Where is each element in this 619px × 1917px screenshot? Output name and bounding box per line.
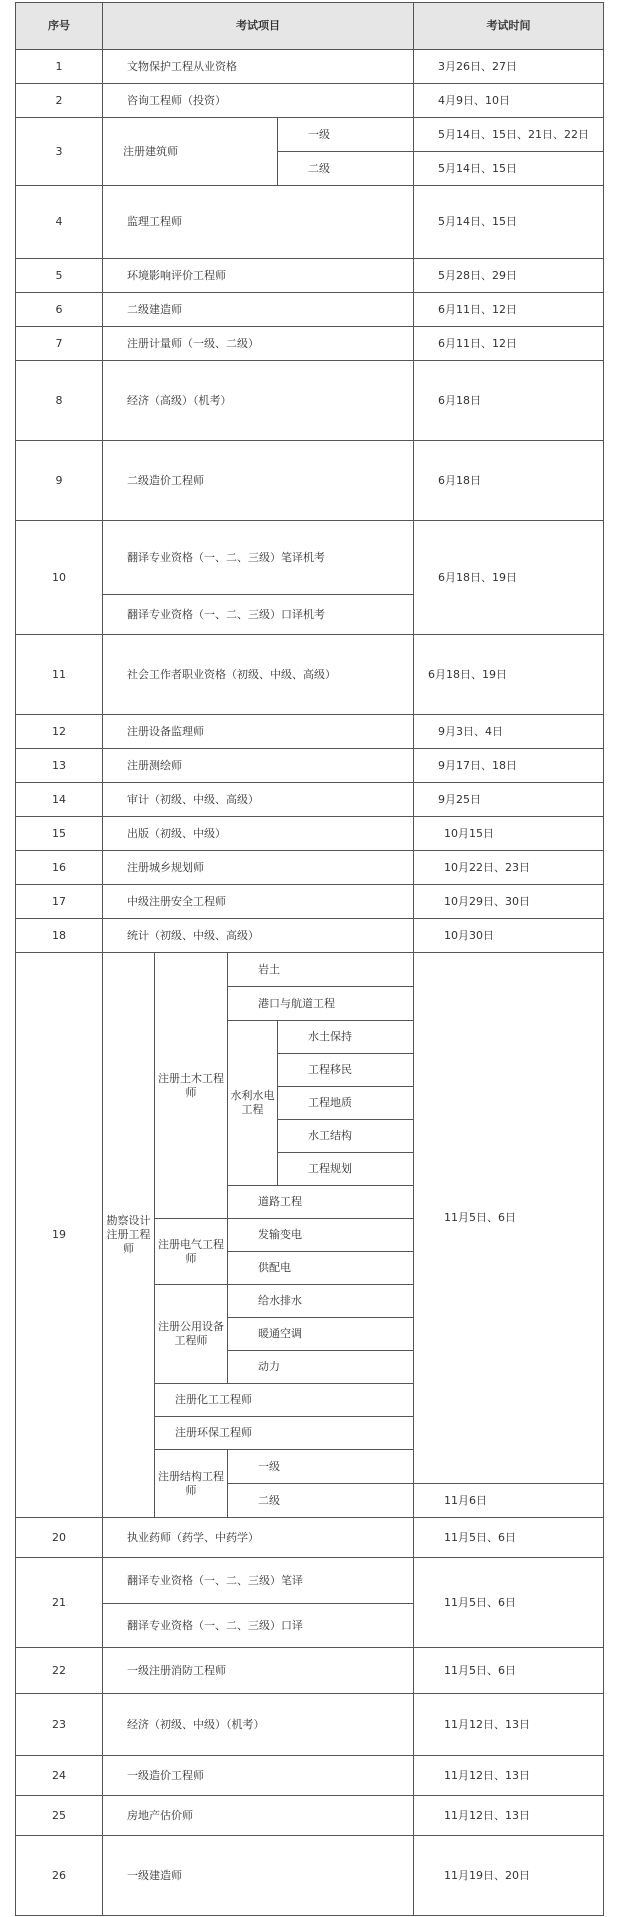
table-row: 17 中级注册安全工程师 10月29日、30日 <box>16 885 604 919</box>
table-row: 3 注册建筑师 一级 5月14日、15日、21日、22日 <box>16 118 604 152</box>
table-row: 26 一级建造师 11月19日、20日 <box>16 1836 604 1916</box>
table-row: 15 出版（初级、中级） 10月15日 <box>16 817 604 851</box>
table-row: 4 监理工程师 5月14日、15日 <box>16 186 604 259</box>
table-row: 翻译专业资格（一、二、三级）口译 <box>16 1604 604 1648</box>
table-row: 16 注册城乡规划师 10月22日、23日 <box>16 851 604 885</box>
table-row: 工程规划 <box>16 1153 604 1186</box>
header-time: 考试时间 <box>414 3 604 50</box>
table-row: 道路工程 <box>16 1186 604 1219</box>
table-row: 港口与航道工程 <box>16 987 604 1021</box>
table-row: 18 统计（初级、中级、高级） 10月30日 <box>16 919 604 953</box>
table-row: 19 勘察设计注册工程师 注册土木工程师 岩土 11月5日、6日 <box>16 953 604 987</box>
table-row: 25 房地产估价师 11月12日、13日 <box>16 1796 604 1836</box>
header-row <box>16 3 604 50</box>
table-row: 注册结构工程师 一级 <box>16 1450 604 1484</box>
table-row: 二级 5月14日、15日 <box>16 152 604 186</box>
table-row: 注册公用设备工程师 给水排水 <box>16 1285 604 1318</box>
table-row: 11 社会工作者职业资格（初级、中级、高级） 6月18日、19日 <box>16 635 604 715</box>
table-row: 暖通空调 <box>16 1318 604 1351</box>
table-row: 12 注册设备监理师 9月3日、4日 <box>16 715 604 749</box>
table-row: 21 翻译专业资格（一、二、三级）笔译 11月5日、6日 <box>16 1558 604 1604</box>
table-row: 23 经济（初级、中级）（机考） 11月12日、13日 <box>16 1694 604 1756</box>
table-row: 注册环保工程师 <box>16 1417 604 1450</box>
exam-schedule-table <box>15 2 604 1916</box>
table-row: 二级 11月6日 <box>16 1484 604 1518</box>
header-no: 序号 <box>16 3 103 50</box>
table-row: 1 文物保护工程从业资格 3月26日、27日 <box>16 50 604 84</box>
table-row: 7 注册计量师（一级、二级） 6月11日、12日 <box>16 327 604 361</box>
table-row: 动力 <box>16 1351 604 1384</box>
header-item: 考试项目 <box>103 3 414 50</box>
table-row: 翻译专业资格（一、二、三级）口译机考 <box>16 595 604 635</box>
table-row: 24 一级造价工程师 11月12日、13日 <box>16 1756 604 1796</box>
table-row: 2 咨询工程师（投资） 4月9日、10日 <box>16 84 604 118</box>
table-row: 注册化工工程师 <box>16 1384 604 1417</box>
table-row: 5 环境影响评价工程师 5月28日、29日 <box>16 259 604 293</box>
table-row: 供配电 <box>16 1252 604 1285</box>
table-row: 20 执业药师（药学、中药学） 11月5日、6日 <box>16 1518 604 1558</box>
table-row: 水工结构 <box>16 1120 604 1153</box>
table-row: 水利水电工程 水土保持 <box>16 1021 604 1054</box>
table-row: 工程地质 <box>16 1087 604 1120</box>
table-row: 14 审计（初级、中级、高级） 9月25日 <box>16 783 604 817</box>
table-row: 注册电气工程师 发输变电 <box>16 1219 604 1252</box>
table-row: 工程移民 <box>16 1054 604 1087</box>
table-row: 10 翻译专业资格（一、二、三级）笔译机考 6月18日、19日 <box>16 521 604 595</box>
table-row: 8 经济（高级）（机考） 6月18日 <box>16 361 604 441</box>
table-row: 9 二级造价工程师 6月18日 <box>16 441 604 521</box>
table-row: 6 二级建造师 6月11日、12日 <box>16 293 604 327</box>
table-row: 13 注册测绘师 9月17日、18日 <box>16 749 604 783</box>
table-row: 22 一级注册消防工程师 11月5日、6日 <box>16 1648 604 1694</box>
